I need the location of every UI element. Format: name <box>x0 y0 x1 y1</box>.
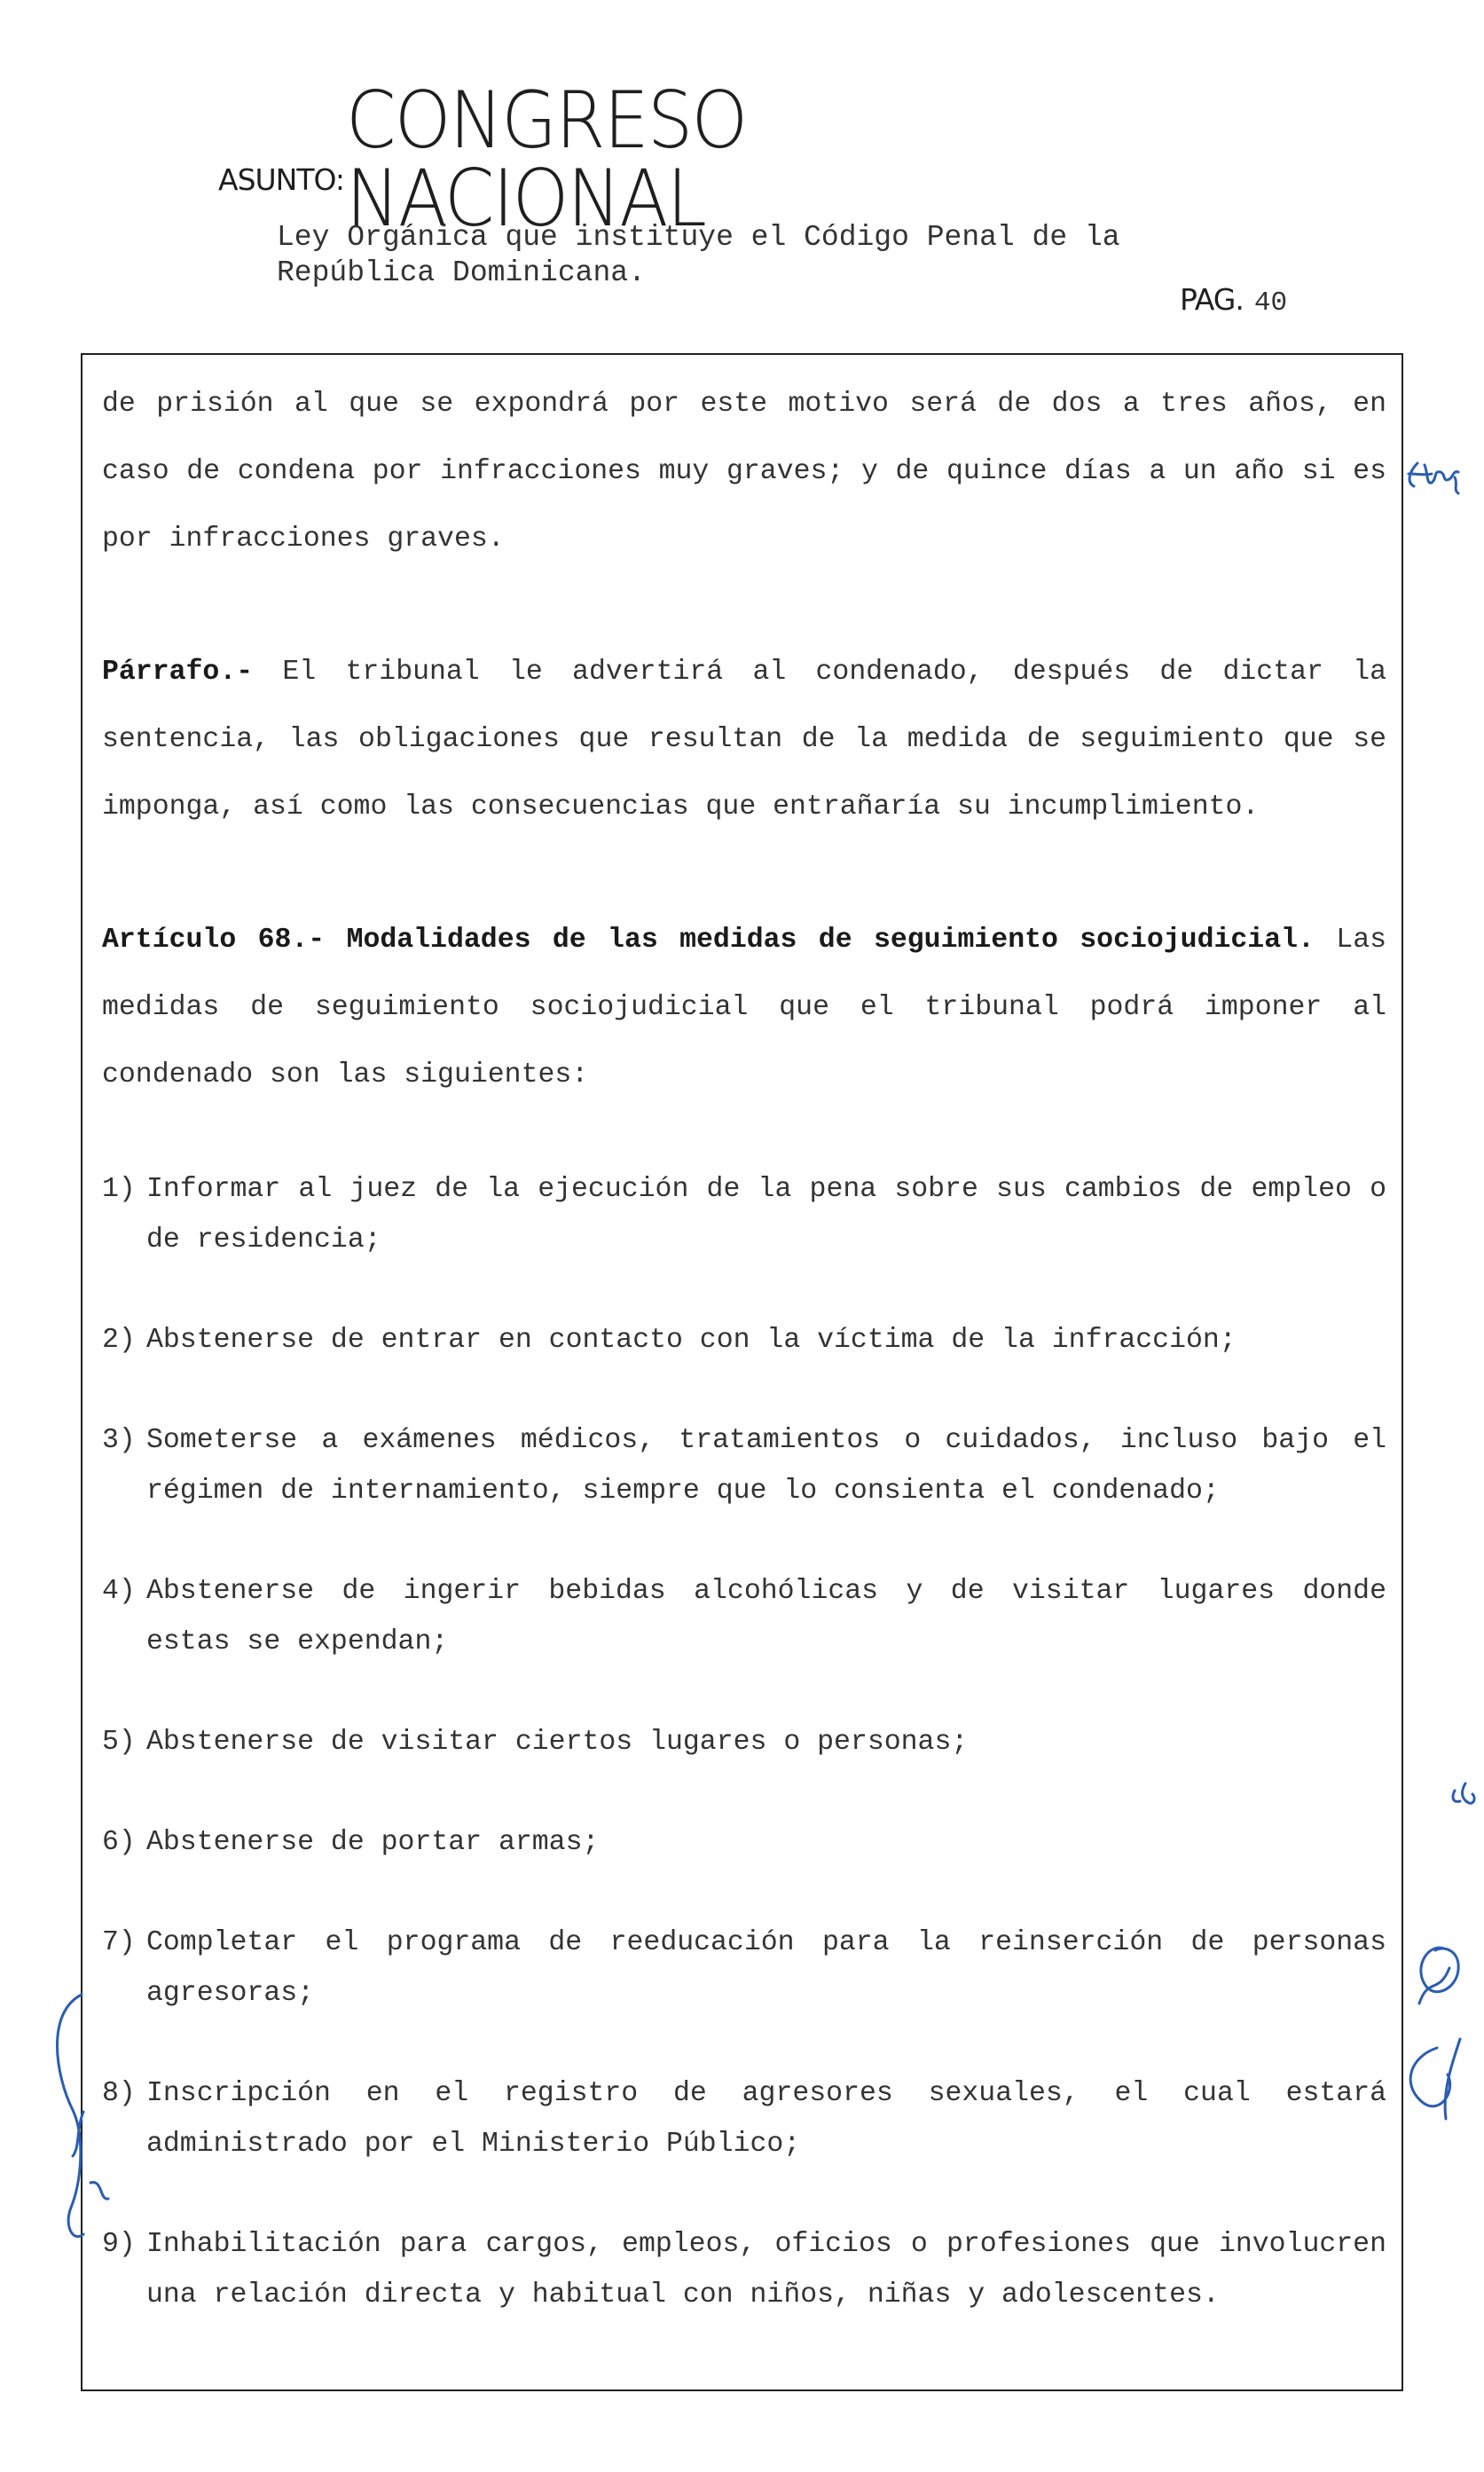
subject-line-2: República Dominicana. <box>277 256 646 289</box>
page-number: 40 <box>1253 287 1288 319</box>
parrafo-text: El tribunal le advertirá al condenado, después de dictar la sentencia, las obligaciones que resultan de la medida de seguimiento que se imponga, así como las consecuencias que entrañaría su incumplimiento. <box>102 657 1386 823</box>
margin-initials-icon <box>1409 463 1458 493</box>
list-item-text: Abstenerse de portar armas; <box>146 1827 600 1858</box>
asunto-label: ASUNTO: <box>218 162 345 197</box>
margin-bracket-icon <box>58 1995 109 2237</box>
list-item-number: 9) <box>102 2229 136 2260</box>
parrafo-label: Párrafo.- <box>102 657 254 688</box>
list-item-number: 8) <box>102 2078 136 2109</box>
list-item-number: 4) <box>102 1576 136 1607</box>
list-item-number: 7) <box>102 1927 136 1958</box>
article-heading: Artículo 68.- Modalidades de las medidas de seguimiento sociojudicial. <box>102 925 1315 956</box>
list-item-text: Someterse a exámenes médicos, tratamientos o cuidados, incluso bajo el régimen de internamiento, siempre que lo consienta el condenado; <box>146 1425 1386 1507</box>
list-item-text: Informar al juez de la ejecución de la pena sobre sus cambios de empleo o de residencia; <box>146 1174 1386 1256</box>
list-item-text: Inscripción en el registro de agresores sexuales, el cual estará administrado por el Ministerio Público; <box>146 2078 1386 2160</box>
list-item-number: 2) <box>102 1325 136 1356</box>
list-item-number: 5) <box>102 1727 136 1758</box>
article-text: Las medidas de seguimiento sociojudicial que el tribunal podrá imponer al condenado son las siguientes: <box>102 925 1386 1090</box>
list-item-text: Abstenerse de entrar en contacto con la víctima de la infracción; <box>146 1325 1237 1356</box>
list-item-number: 3) <box>102 1425 136 1456</box>
margin-check-icon <box>1453 1783 1474 1803</box>
page-label-text: PAG. <box>1180 282 1244 317</box>
margin-signature-icon <box>1410 1948 1460 2119</box>
list-item-text: Completar el programa de reeducación para la reinserción de personas agresoras; <box>146 1927 1386 2009</box>
list-item-number: 1) <box>102 1174 136 1205</box>
list-item-text: Abstenerse de visitar ciertos lugares o personas; <box>146 1727 969 1758</box>
list-item-text: Abstenerse de ingerir bebidas alcohólicas y de visitar lugares donde estas se expendan; <box>146 1576 1386 1657</box>
subject-line-1: Ley Orgánica que instituye el Código Penal de la <box>277 221 1120 254</box>
congress-title: CONGRESO NACIONAL <box>346 75 747 244</box>
list-item-number: 6) <box>102 1827 136 1858</box>
paragraph-continuation: de prisión al que se expondrá por este motivo será de dos a tres años, en caso de condena por infracciones muy graves; y de quince días a un año si es por infracciones graves. <box>102 389 1386 555</box>
list-item-text: Inhabilitación para cargos, empleos, oficios o profesiones que involucren una relación directa y habitual con niños, niñas y adolescentes. <box>146 2229 1386 2311</box>
